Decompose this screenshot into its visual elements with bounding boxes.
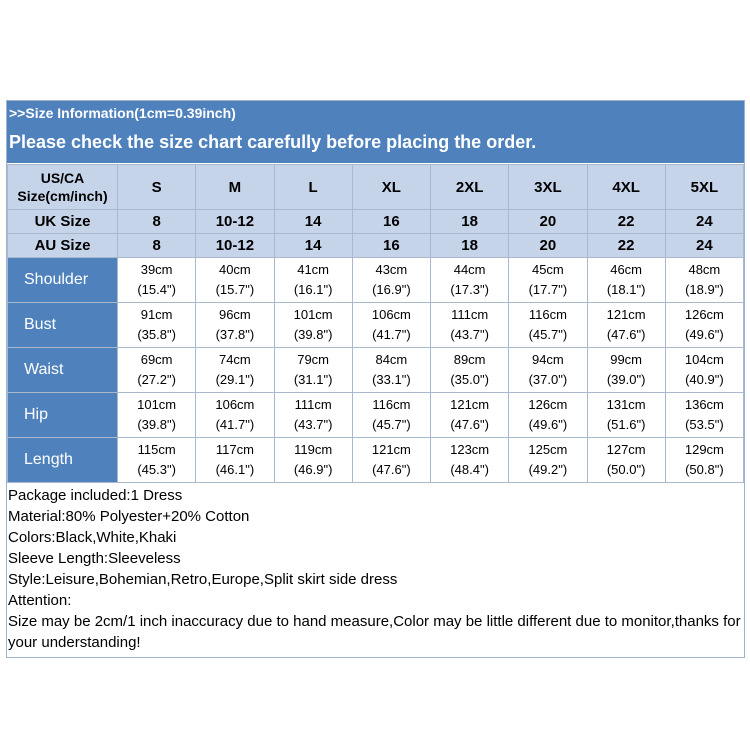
colors-note: Colors:Black,White,Khaki	[8, 529, 177, 546]
measurement-cm: 125cm	[528, 442, 568, 457]
measurement-inch: (45.3")	[137, 462, 176, 477]
measurement-cm: 106cm	[371, 307, 411, 322]
measurement-cell	[196, 348, 274, 393]
uk-size-cell: 8	[118, 210, 196, 234]
measurement-cell	[509, 393, 587, 438]
us-size-label-line1: US/CA	[40, 170, 85, 186]
size-table	[7, 164, 744, 483]
measurement-inch: (43.7")	[450, 327, 489, 342]
measurement-inch: (16.1")	[293, 282, 333, 297]
measurement-inch: (37.0")	[528, 372, 568, 387]
measurement-cell	[509, 258, 587, 303]
measurement-cm: 115cm	[137, 442, 176, 457]
measurement-cell	[196, 438, 274, 483]
measurement-cm: 91cm	[140, 307, 173, 322]
measurement-cell	[431, 348, 509, 393]
measurement-cell	[352, 303, 430, 348]
measurement-cm: 127cm	[606, 442, 646, 457]
measurement-inch: (50.8")	[685, 462, 724, 477]
measurement-cm: 129cm	[684, 442, 724, 457]
measurement-inch: (45.7")	[372, 417, 411, 432]
measurement-cell	[352, 438, 430, 483]
measurement-inch: (49.6")	[685, 327, 724, 342]
measurement-inch: (39.0")	[606, 372, 646, 387]
measurement-cell	[665, 438, 743, 483]
measurement-cell	[118, 393, 196, 438]
measurement-cm: 121cm	[450, 397, 490, 412]
measurement-cell	[352, 348, 430, 393]
measurement-cell	[118, 303, 196, 348]
measurement-cm: 116cm	[528, 307, 567, 322]
measurement-inch: (16.9")	[372, 282, 411, 297]
measurement-cm: 101cm	[293, 307, 333, 322]
measurement-cm: 116cm	[372, 397, 411, 412]
measurement-cm: 43cm	[375, 262, 408, 277]
measurement-inch: (29.1")	[215, 372, 255, 387]
attention-note: Attention:	[8, 592, 72, 609]
measurement-inch: (40.9")	[685, 372, 724, 387]
product-notes	[7, 483, 744, 657]
measurement-inch: (18.1")	[606, 282, 646, 297]
measurement-inch: (50.0")	[606, 462, 646, 477]
uk-size-row	[8, 210, 744, 234]
measurement-cell	[118, 258, 196, 303]
measurement-cm: 74cm	[218, 352, 251, 367]
measurement-inch: (49.2")	[528, 462, 568, 477]
measurement-inch: (18.9")	[685, 282, 724, 297]
uk-size-cell: 10-12	[196, 210, 274, 234]
measurement-inch: (47.6")	[450, 417, 489, 432]
measurement-cell	[509, 438, 587, 483]
measurement-cm: 44cm	[453, 262, 486, 277]
measurement-cm: 111cm	[294, 397, 332, 412]
measurement-cm: 79cm	[297, 352, 330, 367]
measurement-cm: 126cm	[528, 397, 568, 412]
size-check-notice: Please check the size chart carefully before placing the order.	[7, 125, 744, 164]
measurement-cm: 131cm	[606, 397, 646, 412]
measurement-cm: 45cm	[531, 262, 564, 277]
us-size-cell: 3XL	[509, 165, 587, 210]
measurement-inch: (31.1")	[293, 372, 333, 387]
us-size-cell: M	[196, 165, 274, 210]
measurement-cm: 123cm	[450, 442, 490, 457]
measurement-inch: (48.4")	[450, 462, 489, 477]
au-size-cell: 18	[431, 234, 509, 258]
us-size-cell: L	[274, 165, 352, 210]
measurement-label: Length	[8, 438, 118, 483]
size-info-banner: >>Size Information(1cm=0.39inch)	[7, 101, 744, 125]
measurement-cell	[587, 393, 665, 438]
uk-size-cell: 18	[431, 210, 509, 234]
measurement-inch: (43.7")	[293, 417, 333, 432]
measurement-cell	[274, 258, 352, 303]
measurement-inch: (37.8")	[215, 327, 255, 342]
measurement-cell	[196, 393, 274, 438]
measurement-row-shoulder	[8, 258, 744, 303]
us-size-cell: 5XL	[665, 165, 743, 210]
au-size-cell: 10-12	[196, 234, 274, 258]
measurement-inch: (41.7")	[215, 417, 255, 432]
measurement-cm: 104cm	[684, 352, 724, 367]
measurement-cell	[665, 303, 743, 348]
measurement-inch: (33.1")	[372, 372, 411, 387]
measurement-cell	[587, 303, 665, 348]
uk-size-cell: 16	[352, 210, 430, 234]
us-size-row	[8, 165, 744, 210]
measurement-cell	[431, 438, 509, 483]
measurement-cell	[665, 393, 743, 438]
measurement-cm: 111cm	[451, 307, 489, 322]
measurement-cell	[587, 438, 665, 483]
measurement-cm: 41cm	[297, 262, 330, 277]
measurement-label: Hip	[8, 393, 118, 438]
measurement-inch: (39.8")	[137, 417, 176, 432]
measurement-cell	[509, 303, 587, 348]
measurement-cm: 48cm	[688, 262, 721, 277]
au-size-row	[8, 234, 744, 258]
au-size-cell: 20	[509, 234, 587, 258]
size-chart-sheet	[6, 100, 745, 658]
measurement-cm: 119cm	[294, 442, 333, 457]
style-note: Style:Leisure,Bohemian,Retro,Europe,Split skirt side dress	[8, 571, 398, 588]
disclaimer-note: Size may be 2cm/1 inch inaccuracy due to hand measure,Color may be little different due to monitor,thanks for your understanding!	[8, 613, 741, 651]
us-size-cell: 2XL	[431, 165, 509, 210]
measurement-cm: 126cm	[684, 307, 724, 322]
uk-size-cell: 20	[509, 210, 587, 234]
measurement-inch: (47.6")	[372, 462, 411, 477]
measurement-inch: (35.8")	[137, 327, 176, 342]
uk-size-cell: 24	[665, 210, 743, 234]
measurement-cell	[587, 348, 665, 393]
au-size-label: AU Size	[8, 234, 118, 258]
measurement-cell	[665, 258, 743, 303]
au-size-cell: 22	[587, 234, 665, 258]
measurement-label: Shoulder	[8, 258, 118, 303]
us-size-cell: S	[118, 165, 196, 210]
au-size-cell: 16	[352, 234, 430, 258]
measurement-cm: 69cm	[140, 352, 173, 367]
measurement-cm: 136cm	[684, 397, 724, 412]
measurement-cell	[431, 258, 509, 303]
measurement-row-length	[8, 438, 744, 483]
measurement-inch: (45.7")	[528, 327, 568, 342]
measurement-cell	[509, 348, 587, 393]
measurement-inch: (49.6")	[528, 417, 568, 432]
measurement-cm: 121cm	[371, 442, 411, 457]
measurement-cell	[352, 393, 430, 438]
measurement-cell	[274, 438, 352, 483]
sleeve-note: Sleeve Length:Sleeveless	[8, 550, 181, 567]
measurement-label: Waist	[8, 348, 118, 393]
measurement-cm: 121cm	[606, 307, 646, 322]
measurement-cell	[118, 348, 196, 393]
measurement-cm: 89cm	[453, 352, 486, 367]
measurement-cell	[665, 348, 743, 393]
measurement-inch: (15.4")	[137, 282, 176, 297]
measurement-inch: (47.6")	[606, 327, 646, 342]
measurement-cm: 99cm	[610, 352, 643, 367]
au-size-cell: 14	[274, 234, 352, 258]
measurement-inch: (46.1")	[215, 462, 255, 477]
measurement-inch: (15.7")	[215, 282, 255, 297]
measurement-cm: 84cm	[375, 352, 408, 367]
measurement-inch: (35.0")	[450, 372, 489, 387]
au-size-cell: 8	[118, 234, 196, 258]
us-size-cell: XL	[352, 165, 430, 210]
measurement-inch: (46.9")	[293, 462, 333, 477]
material-note: Material:80% Polyester+20% Cotton	[8, 508, 250, 525]
measurement-cm: 39cm	[140, 262, 173, 277]
measurement-inch: (17.3")	[450, 282, 489, 297]
measurement-inch: (41.7")	[372, 327, 411, 342]
measurement-cell	[431, 303, 509, 348]
measurement-cell	[274, 348, 352, 393]
measurement-inch: (53.5")	[685, 417, 724, 432]
measurement-row-bust	[8, 303, 744, 348]
measurement-cm: 46cm	[610, 262, 643, 277]
au-size-cell: 24	[665, 234, 743, 258]
measurement-row-hip	[8, 393, 744, 438]
measurement-cm: 117cm	[215, 442, 254, 457]
measurement-inch: (51.6")	[606, 417, 646, 432]
measurement-cm: 106cm	[215, 397, 255, 412]
measurement-inch: (27.2")	[137, 372, 176, 387]
measurement-cm: 94cm	[531, 352, 564, 367]
measurement-cm: 101cm	[137, 397, 177, 412]
measurement-cell	[431, 393, 509, 438]
measurement-cell	[274, 303, 352, 348]
uk-size-cell: 14	[274, 210, 352, 234]
measurement-cell	[352, 258, 430, 303]
us-size-cell: 4XL	[587, 165, 665, 210]
measurement-cm: 40cm	[218, 262, 251, 277]
measurement-cell	[587, 258, 665, 303]
measurement-cm: 96cm	[218, 307, 251, 322]
measurement-inch: (39.8")	[293, 327, 333, 342]
us-size-label	[8, 165, 118, 210]
us-size-label-line2: Size(cm/inch)	[17, 188, 108, 204]
measurement-inch: (17.7")	[528, 282, 568, 297]
package-note: Package included:1 Dress	[8, 487, 183, 504]
uk-size-label: UK Size	[8, 210, 118, 234]
measurement-label: Bust	[8, 303, 118, 348]
measurement-cell	[196, 258, 274, 303]
measurement-cell	[118, 438, 196, 483]
uk-size-cell: 22	[587, 210, 665, 234]
measurement-row-waist	[8, 348, 744, 393]
measurement-cell	[196, 303, 274, 348]
measurement-cell	[274, 393, 352, 438]
